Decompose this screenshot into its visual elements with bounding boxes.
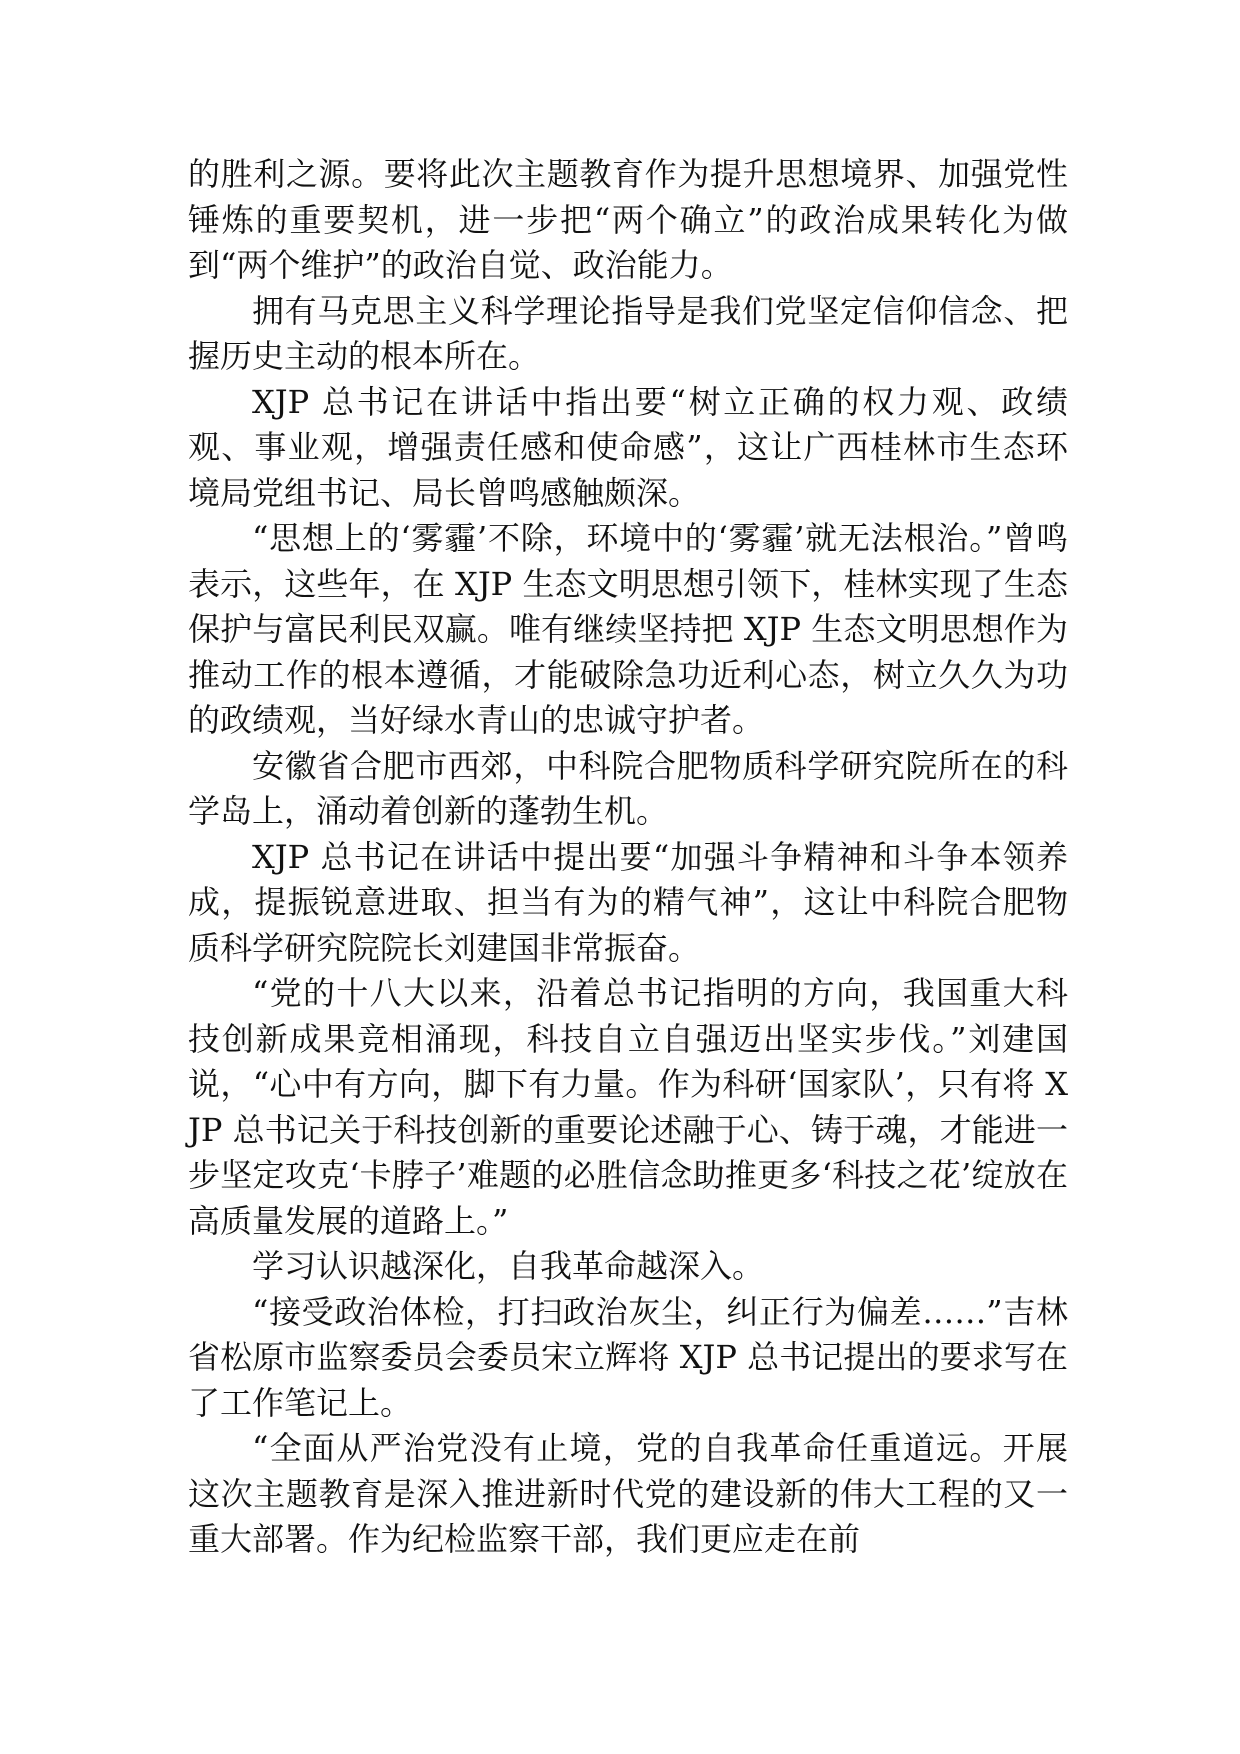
paragraph-5: 安徽省合肥市西郊，中科院合肥物质科学研究院所在的科学岛上，涌动着创新的蓬勃生机。: [188, 746, 1068, 830]
paragraph-9: “接受政治体检，打扫政治灰尘，纠正行为偏差……”吉林省松原市监察委员会委员宋立辉将 XJP 总书记提出的要求写在了工作笔记上。: [188, 1292, 1068, 1422]
paragraph-3: XJP 总书记在讲话中指出要“树立正确的权力观、政绩观、事业观，增强责任感和使命感”，这让广西桂林市生态环境局党组书记、局长曾鸣感触颇深。: [188, 382, 1068, 512]
paragraph-1: 的胜利之源。要将此次主题教育作为提升思想境界、加强党性锤炼的重要契机，进一步把“两个确立”的政治成果转化为做到“两个维护”的政治自觉、政治能力。: [188, 155, 1068, 284]
paragraph-8: 学习认识越深化，自我革命越深入。: [252, 1247, 765, 1285]
document-body: [188, 152, 1068, 1563]
paragraph-4: “思想上的‘雾霾’不除，环境中的‘雾霾’就无法根治。”曾鸣表示，这些年，在 XJP 生态文明思想引领下，桂林实现了生态保护与富民利民双赢。唯有继续坚持把 XJP 生态文明思想作为推动工作的根本遵循，才能破除急功近利心态，树立久久为功的政绩观，当好绿水青山的忠诚守护者。: [188, 519, 1068, 739]
paragraph-10: “全面从严治党没有止境，党的自我革命任重道远。开展这次主题教育是深入推进新时代党的建设新的伟大工程的又一重大部署。作为纪检监察干部，我们更应走在前: [188, 1429, 1068, 1558]
paragraph-2: 拥有马克思主义科学理论指导是我们党坚定信仰信念、把握历史主动的根本所在。: [188, 291, 1068, 375]
paragraph-7: “党的十八大以来，沿着总书记指明的方向，我国重大科技创新成果竞相涌现，科技自立自强迈出坚实步伐。”刘建国说，“心中有方向，脚下有力量。作为科研‘国家队’，只有将 XJP 总书记关于科技创新的重要论述融于心、铸于魂，才能进一步坚定攻克‘卡脖子’难题的必胜信念助推更多‘科技之花’绽放在高质量发展的道路上。”: [188, 974, 1068, 1240]
paragraph-6: XJP 总书记在讲话中提出要“加强斗争精神和斗争本领养成，提振锐意进取、担当有为的精气神”，这让中科院合肥物质科学研究院院长刘建国非常振奋。: [188, 837, 1068, 967]
